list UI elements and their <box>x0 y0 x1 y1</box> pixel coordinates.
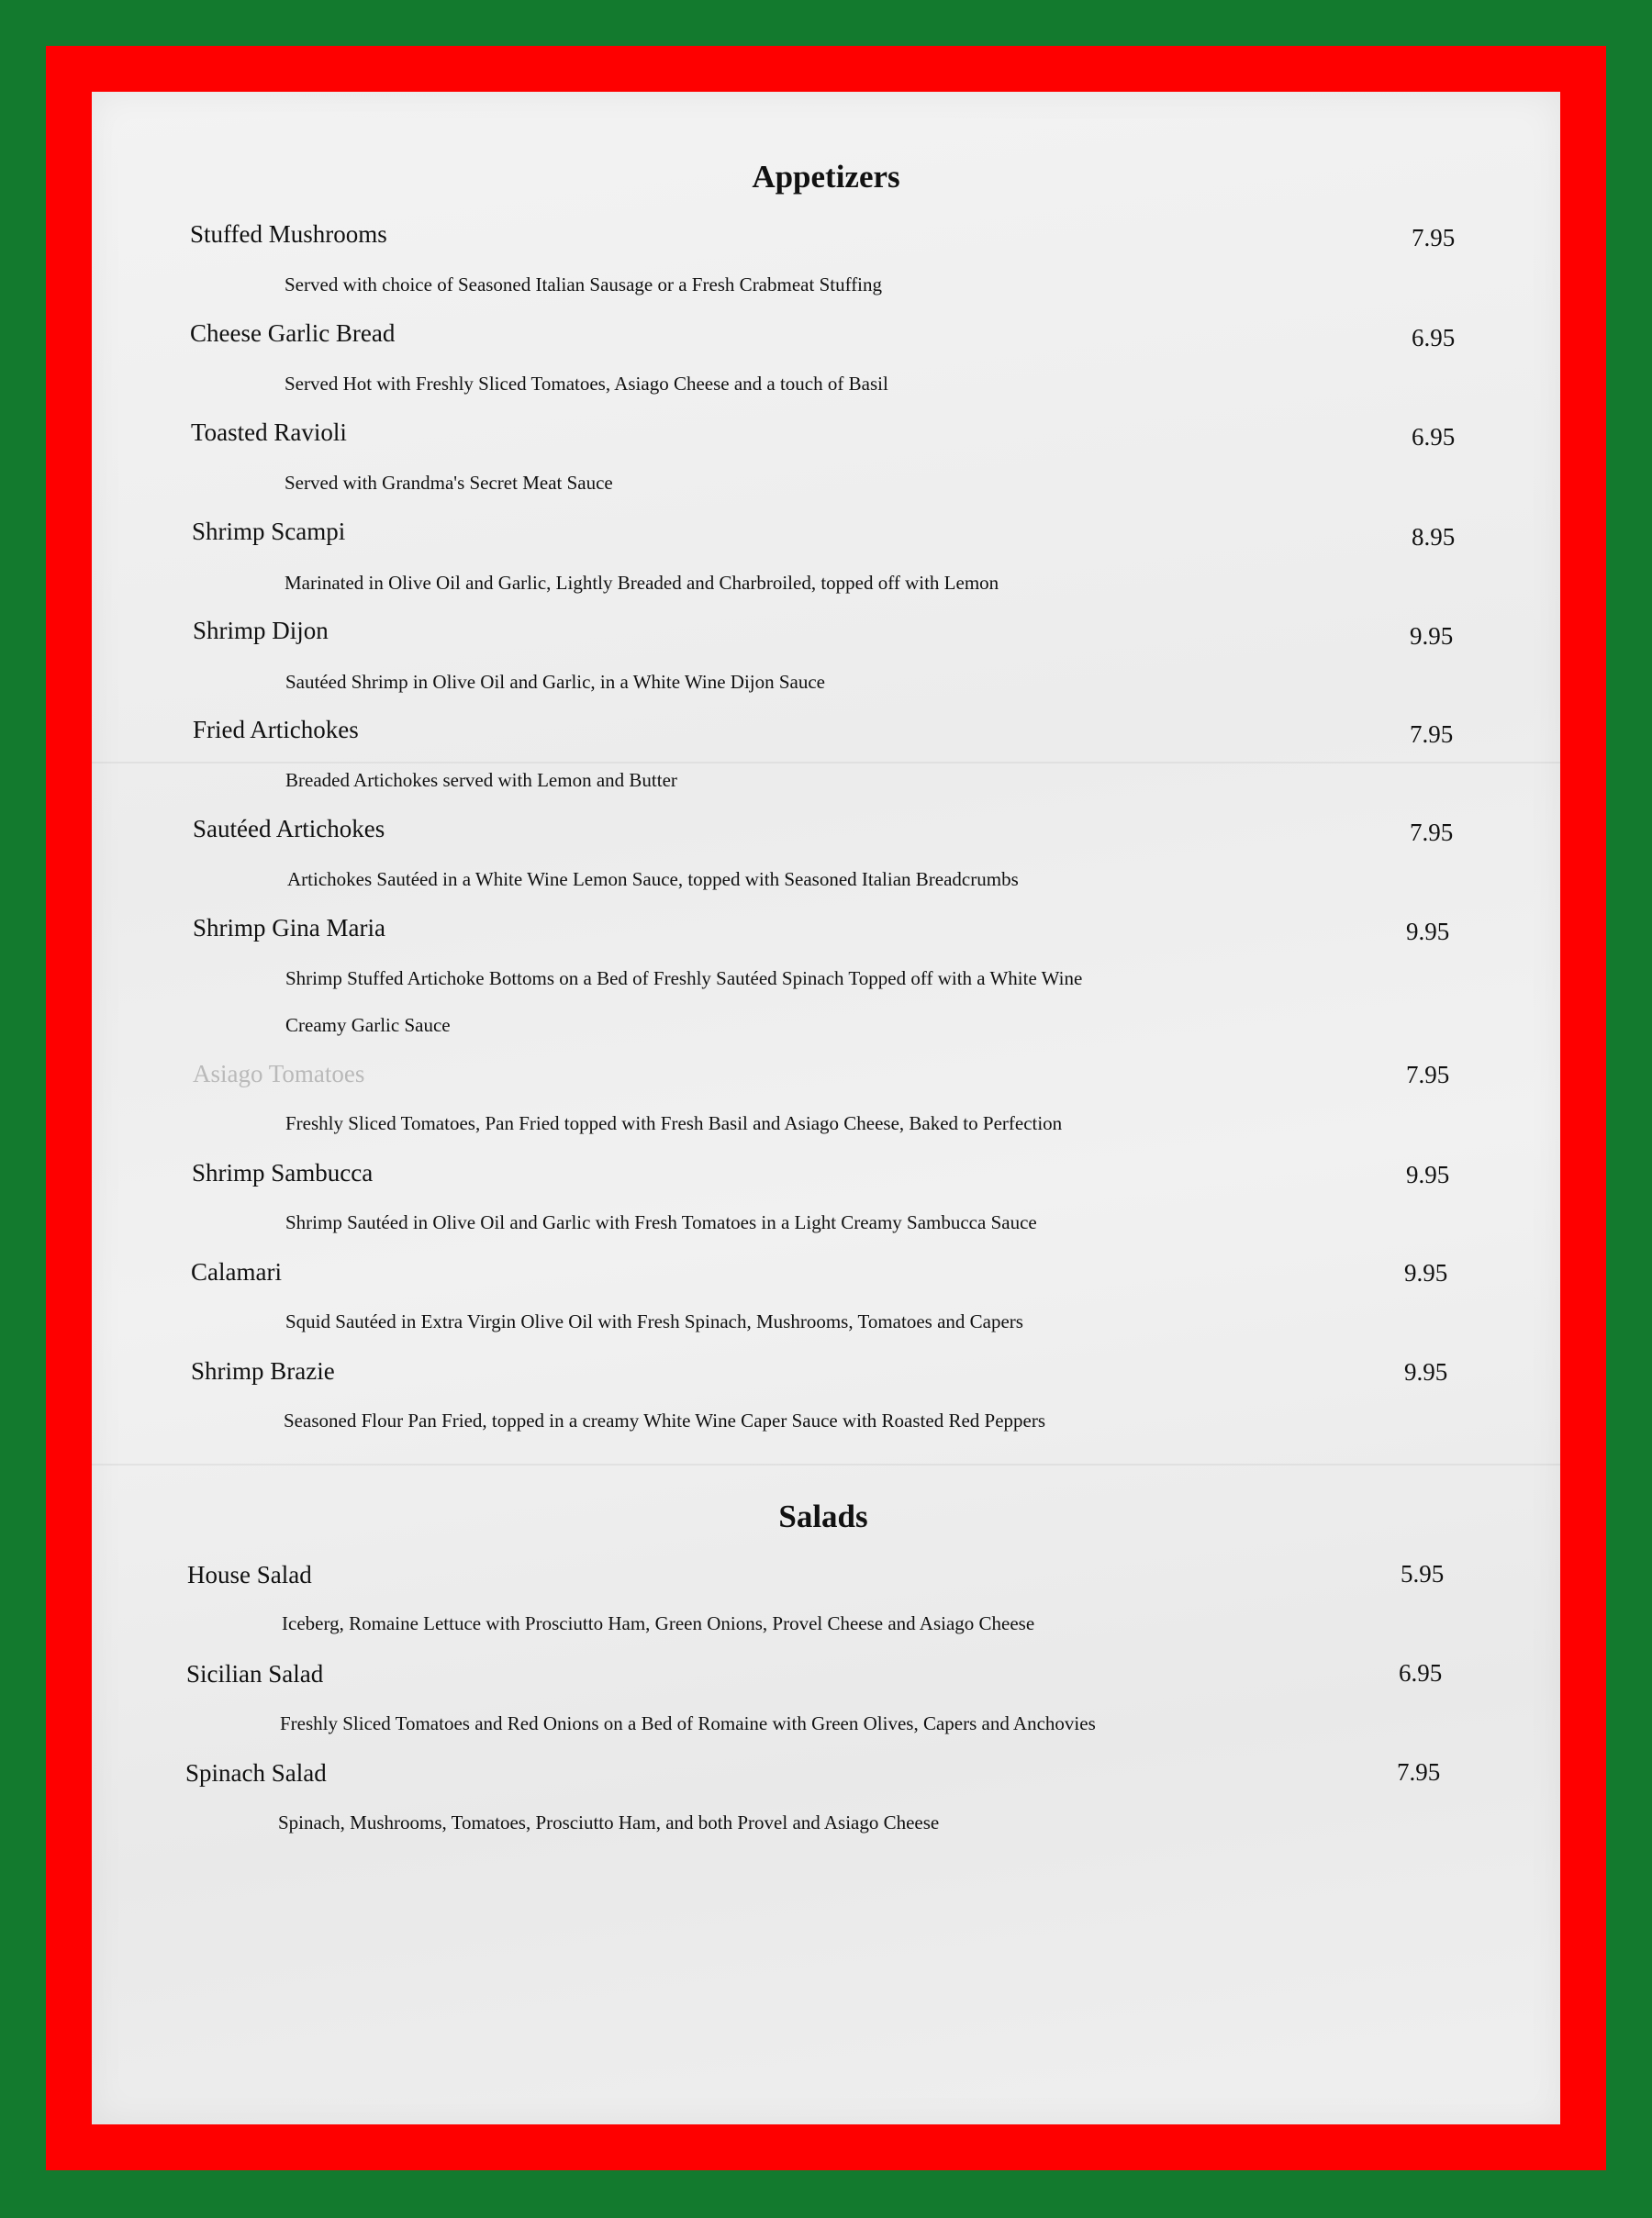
menu-item-price: 5.95 <box>1401 1560 1445 1588</box>
menu-item-description: Served with Grandma's Secret Meat Sauce <box>285 472 613 494</box>
menu-item-name: Calamari <box>191 1258 282 1286</box>
menu-item-name: Spinach Salad <box>185 1759 327 1787</box>
menu-item-name: Fried Artichokes <box>193 716 359 743</box>
menu-item-description: Squid Sautéed in Extra Virgin Olive Oil with Fresh Spinach, Mushrooms, Tomatoes and Capers <box>285 1310 1023 1332</box>
menu-item-description: Iceberg, Romaine Lettuce with Prosciutto Ham, Green Onions, Provel Cheese and Asiago Cheese <box>282 1612 1035 1634</box>
menu-item-name: Toasted Ravioli <box>191 418 347 446</box>
menu-item-name: Shrimp Gina Maria <box>193 914 385 942</box>
menu-item-name: Cheese Garlic Bread <box>190 319 396 347</box>
menu-item-name: Shrimp Brazie <box>191 1357 335 1385</box>
menu-item-description: Shrimp Stuffed Artichoke Bottoms on a Bed of Freshly Sautéed Spinach Topped off with a White Wine <box>285 967 1083 989</box>
menu-item-name: House Salad <box>187 1561 312 1588</box>
section-title-salads: Salads <box>778 1499 868 1534</box>
menu-item-description: Spinach, Mushrooms, Tomatoes, Prosciutto Ham, and both Provel and Asiago Cheese <box>278 1811 940 1833</box>
menu-item-name: Shrimp Dijon <box>193 617 329 644</box>
menu-item-price: 9.95 <box>1406 918 1450 945</box>
menu-item-description: Shrimp Sautéed in Olive Oil and Garlic with Fresh Tomatoes in a Light Creamy Sambucca Sauce <box>285 1211 1037 1233</box>
menu-item-name: Asiago Tomatoes <box>193 1060 365 1087</box>
menu-item-description: Sautéed Shrimp in Olive Oil and Garlic, in a White Wine Dijon Sauce <box>285 671 825 693</box>
paper-fold-line <box>92 1464 1560 1466</box>
menu-item-description: Seasoned Flour Pan Fried, topped in a creamy White Wine Caper Sauce with Roasted Red Peppers <box>284 1410 1046 1432</box>
menu-item-price: 7.95 <box>1406 1061 1450 1088</box>
menu-item-price: 7.95 <box>1397 1758 1441 1786</box>
menu-item-description: Served Hot with Freshly Sliced Tomatoes, Asiago Cheese and a touch of Basil <box>285 373 888 395</box>
menu-item-price: 9.95 <box>1404 1358 1448 1386</box>
menu-item-description: Freshly Sliced Tomatoes and Red Onions on a Bed of Romaine with Green Olives, Capers and Anchovies <box>280 1712 1096 1734</box>
menu-item-price: 6.95 <box>1412 324 1456 351</box>
menu-item-price: 7.95 <box>1410 819 1454 846</box>
menu-item-price: 9.95 <box>1410 622 1454 650</box>
menu-item-description: Served with choice of Seasoned Italian Sausage or a Fresh Crabmeat Stuffing <box>285 273 883 295</box>
menu-item-price: 6.95 <box>1399 1659 1443 1687</box>
menu-item-price: 6.95 <box>1412 423 1456 451</box>
menu-item-price: 9.95 <box>1406 1161 1450 1188</box>
menu-item-description: Breaded Artichokes served with Lemon and Butter <box>285 769 677 791</box>
menu-item-price: 7.95 <box>1412 224 1456 251</box>
menu-item-description: Freshly Sliced Tomatoes, Pan Fried topped with Fresh Basil and Asiago Cheese, Baked to Perfection <box>285 1112 1063 1134</box>
menu-item-description: Artichokes Sautéed in a White Wine Lemon Sauce, topped with Seasoned Italian Breadcrumbs <box>287 868 1019 890</box>
menu-item-price: 9.95 <box>1404 1259 1448 1287</box>
section-title-appetizers: Appetizers <box>752 159 900 195</box>
menu-item-description: Marinated in Olive Oil and Garlic, Lightly Breaded and Charbroiled, topped off with Lemon <box>285 572 999 594</box>
menu-item-description: Creamy Garlic Sauce <box>285 1014 451 1036</box>
paper-fold-line <box>92 762 1560 763</box>
menu-item-name: Sautéed Artichokes <box>193 815 385 842</box>
menu-item-price: 8.95 <box>1412 523 1456 551</box>
menu-item-price: 7.95 <box>1410 720 1454 748</box>
menu-item-name: Shrimp Sambucca <box>192 1159 374 1187</box>
menu-item-name: Stuffed Mushrooms <box>190 220 387 248</box>
menu-item-name: Shrimp Scampi <box>192 518 346 545</box>
menu-item-name: Sicilian Salad <box>186 1660 324 1688</box>
